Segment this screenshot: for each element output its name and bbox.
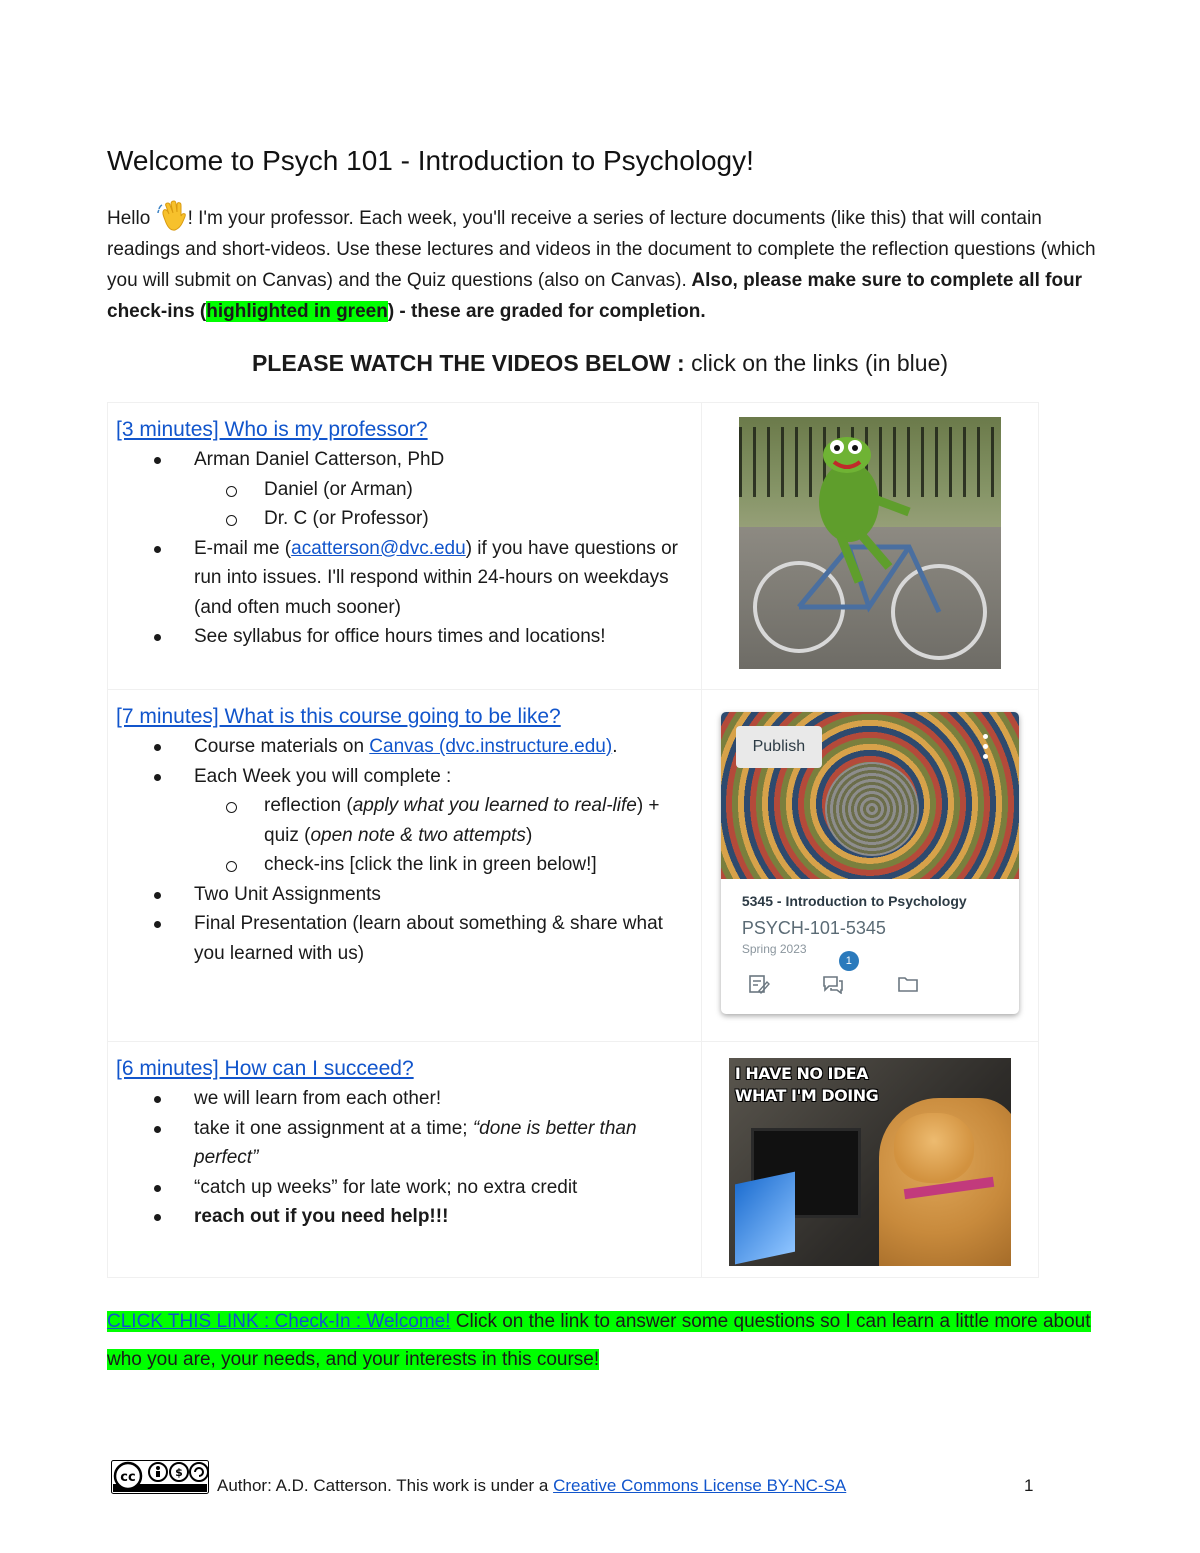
table-row [108, 689, 1038, 1041]
list-item: reach out if you need help!!! [154, 1202, 693, 1232]
course-term: Spring 2023 [741, 942, 807, 956]
list-item: Two Unit Assignments [154, 880, 693, 910]
page-number: 1 [1024, 1476, 1034, 1495]
list-item-text: ) + quiz ( [264, 795, 660, 846]
intro-text: ! I'm your professor. Each week, you'll receive a series of lecture documents (like this) that will contain readings and short-videos. Use these lectures and videos in the document to complete the reflection questions (which you will submit on Canvas) and the Quiz questions (also on Canvas). [107, 208, 1096, 291]
list-item-italic: open note & two attempts [310, 824, 526, 846]
list-item-text: Each Week you will complete : [194, 765, 452, 787]
list-item: check-ins [click the link in green below!] [226, 850, 693, 880]
list-item [154, 732, 693, 762]
email-link[interactable]: acatterson@dvc.edu [291, 537, 466, 559]
videos-heading [0, 350, 1200, 377]
canvas-course-card [721, 712, 1019, 1014]
canvas-link[interactable]: Canvas (dvc.instructure.edu) [369, 736, 613, 757]
highlight-text: highlighted in green [206, 301, 388, 322]
video-link-succeed[interactable]: [6 minutes] How can I succeed? [116, 1057, 414, 1080]
kebab-menu-icon [983, 734, 989, 760]
cc-license-icon [111, 1460, 209, 1494]
course-code: PSYCH-101-5345 [741, 918, 886, 938]
list-item-text: E-mail me ( [194, 537, 292, 559]
list-item-text: ) [525, 824, 533, 846]
list-item-italic: apply what you learned to real-life [352, 795, 637, 816]
table-cell [702, 1042, 1038, 1277]
svg-text:cc: cc [120, 1470, 136, 1485]
svg-text:$: $ [175, 1466, 183, 1479]
table-row [108, 1041, 1038, 1277]
list-item: Dr. C (or Professor) [226, 504, 693, 534]
footer-author: Author: A.D. Catterson. This work is under a [217, 1476, 554, 1495]
table-cell [108, 403, 702, 689]
list [154, 732, 693, 968]
list [154, 445, 693, 652]
dog-meme-image [729, 1058, 1011, 1266]
list-item-italic: “done is better than perfect” [194, 1117, 637, 1168]
kermit-figure [739, 417, 1001, 669]
list-item [154, 445, 693, 534]
list-item-text: reflection ( [264, 795, 353, 816]
videos-heading-rest: click on the links (in blue) [684, 350, 949, 376]
kermit-bicycle-image [739, 417, 1001, 669]
table-cell [702, 690, 1038, 1041]
discussion-badge: 1 [839, 951, 859, 971]
meme-caption-line: WHAT I'M DOING [734, 1086, 879, 1105]
page-title: Welcome to Psych 101 - Introduction to Psychology! [107, 145, 754, 176]
list-item-text: Arman Daniel Catterson, PhD [194, 449, 445, 470]
table-row [108, 403, 1038, 689]
checkin-paragraph [107, 1303, 1107, 1379]
videos-heading-bold: PLEASE WATCH THE VIDEOS BELOW : [251, 350, 685, 376]
table-cell [108, 1042, 702, 1277]
list-item [154, 762, 693, 880]
discussions-icon [822, 974, 844, 994]
list-item [226, 791, 693, 850]
hello-text: Hello [107, 208, 151, 229]
list [154, 1084, 693, 1232]
footer [111, 1460, 1041, 1500]
checkin-link[interactable]: CLICK THIS LINK : Check-In : Welcome! [107, 1311, 451, 1332]
list-item: See syllabus for office hours times and locations! [154, 622, 693, 652]
license-link[interactable]: Creative Commons License BY-NC-SA [553, 1476, 847, 1495]
list-item: “catch up weeks” for late work; no extra credit [154, 1173, 693, 1203]
course-card-hero-center [825, 762, 919, 856]
publish-button: Publish [736, 726, 822, 768]
meme-caption-line: I HAVE NO IDEA [734, 1064, 869, 1083]
list-item [154, 1114, 693, 1173]
video-link-course[interactable]: [7 minutes] What is this course going to be like? [116, 705, 561, 728]
sub-list [226, 791, 693, 880]
waving-hand-icon [156, 200, 188, 232]
video-table [107, 402, 1039, 1278]
video-link-professor[interactable]: [3 minutes] Who is my professor? [116, 418, 428, 441]
course-title: 5345 - Introduction to Psychology [741, 893, 967, 909]
table-cell [702, 403, 1038, 689]
list-item: Final Presentation (learn about something & share what you learned with us) [154, 909, 693, 968]
checkin-text: Click on the link to answer some questions so I can learn a little more about who you are, your needs, and your interests in this course! [107, 1311, 1091, 1370]
folder-icon [897, 974, 919, 994]
checkin-highlight [107, 1311, 1091, 1370]
list-item: Daniel (or Arman) [226, 475, 693, 505]
assignments-icon [748, 974, 770, 994]
list-item [154, 534, 693, 623]
intro-bold-end: ) - these are graded for completion. [387, 301, 706, 322]
intro-paragraph [107, 200, 1107, 327]
meme-caption [735, 1063, 878, 1107]
footer-text [217, 1476, 846, 1496]
list-item-text: take it one assignment at a time; [194, 1117, 473, 1139]
table-cell [108, 690, 702, 1041]
list-item-text: ) if you have questions or run into issues. I'll respond within 24-hours on weekdays (and often much sooner) [194, 537, 678, 618]
list-item: we will learn from each other! [154, 1084, 693, 1114]
list-item-text: Course materials on [194, 736, 370, 757]
list-item-text: . [612, 736, 618, 757]
sub-list [226, 475, 693, 534]
intro-bold-text: Also, please make sure to complete all four check-ins ( [107, 270, 1083, 322]
